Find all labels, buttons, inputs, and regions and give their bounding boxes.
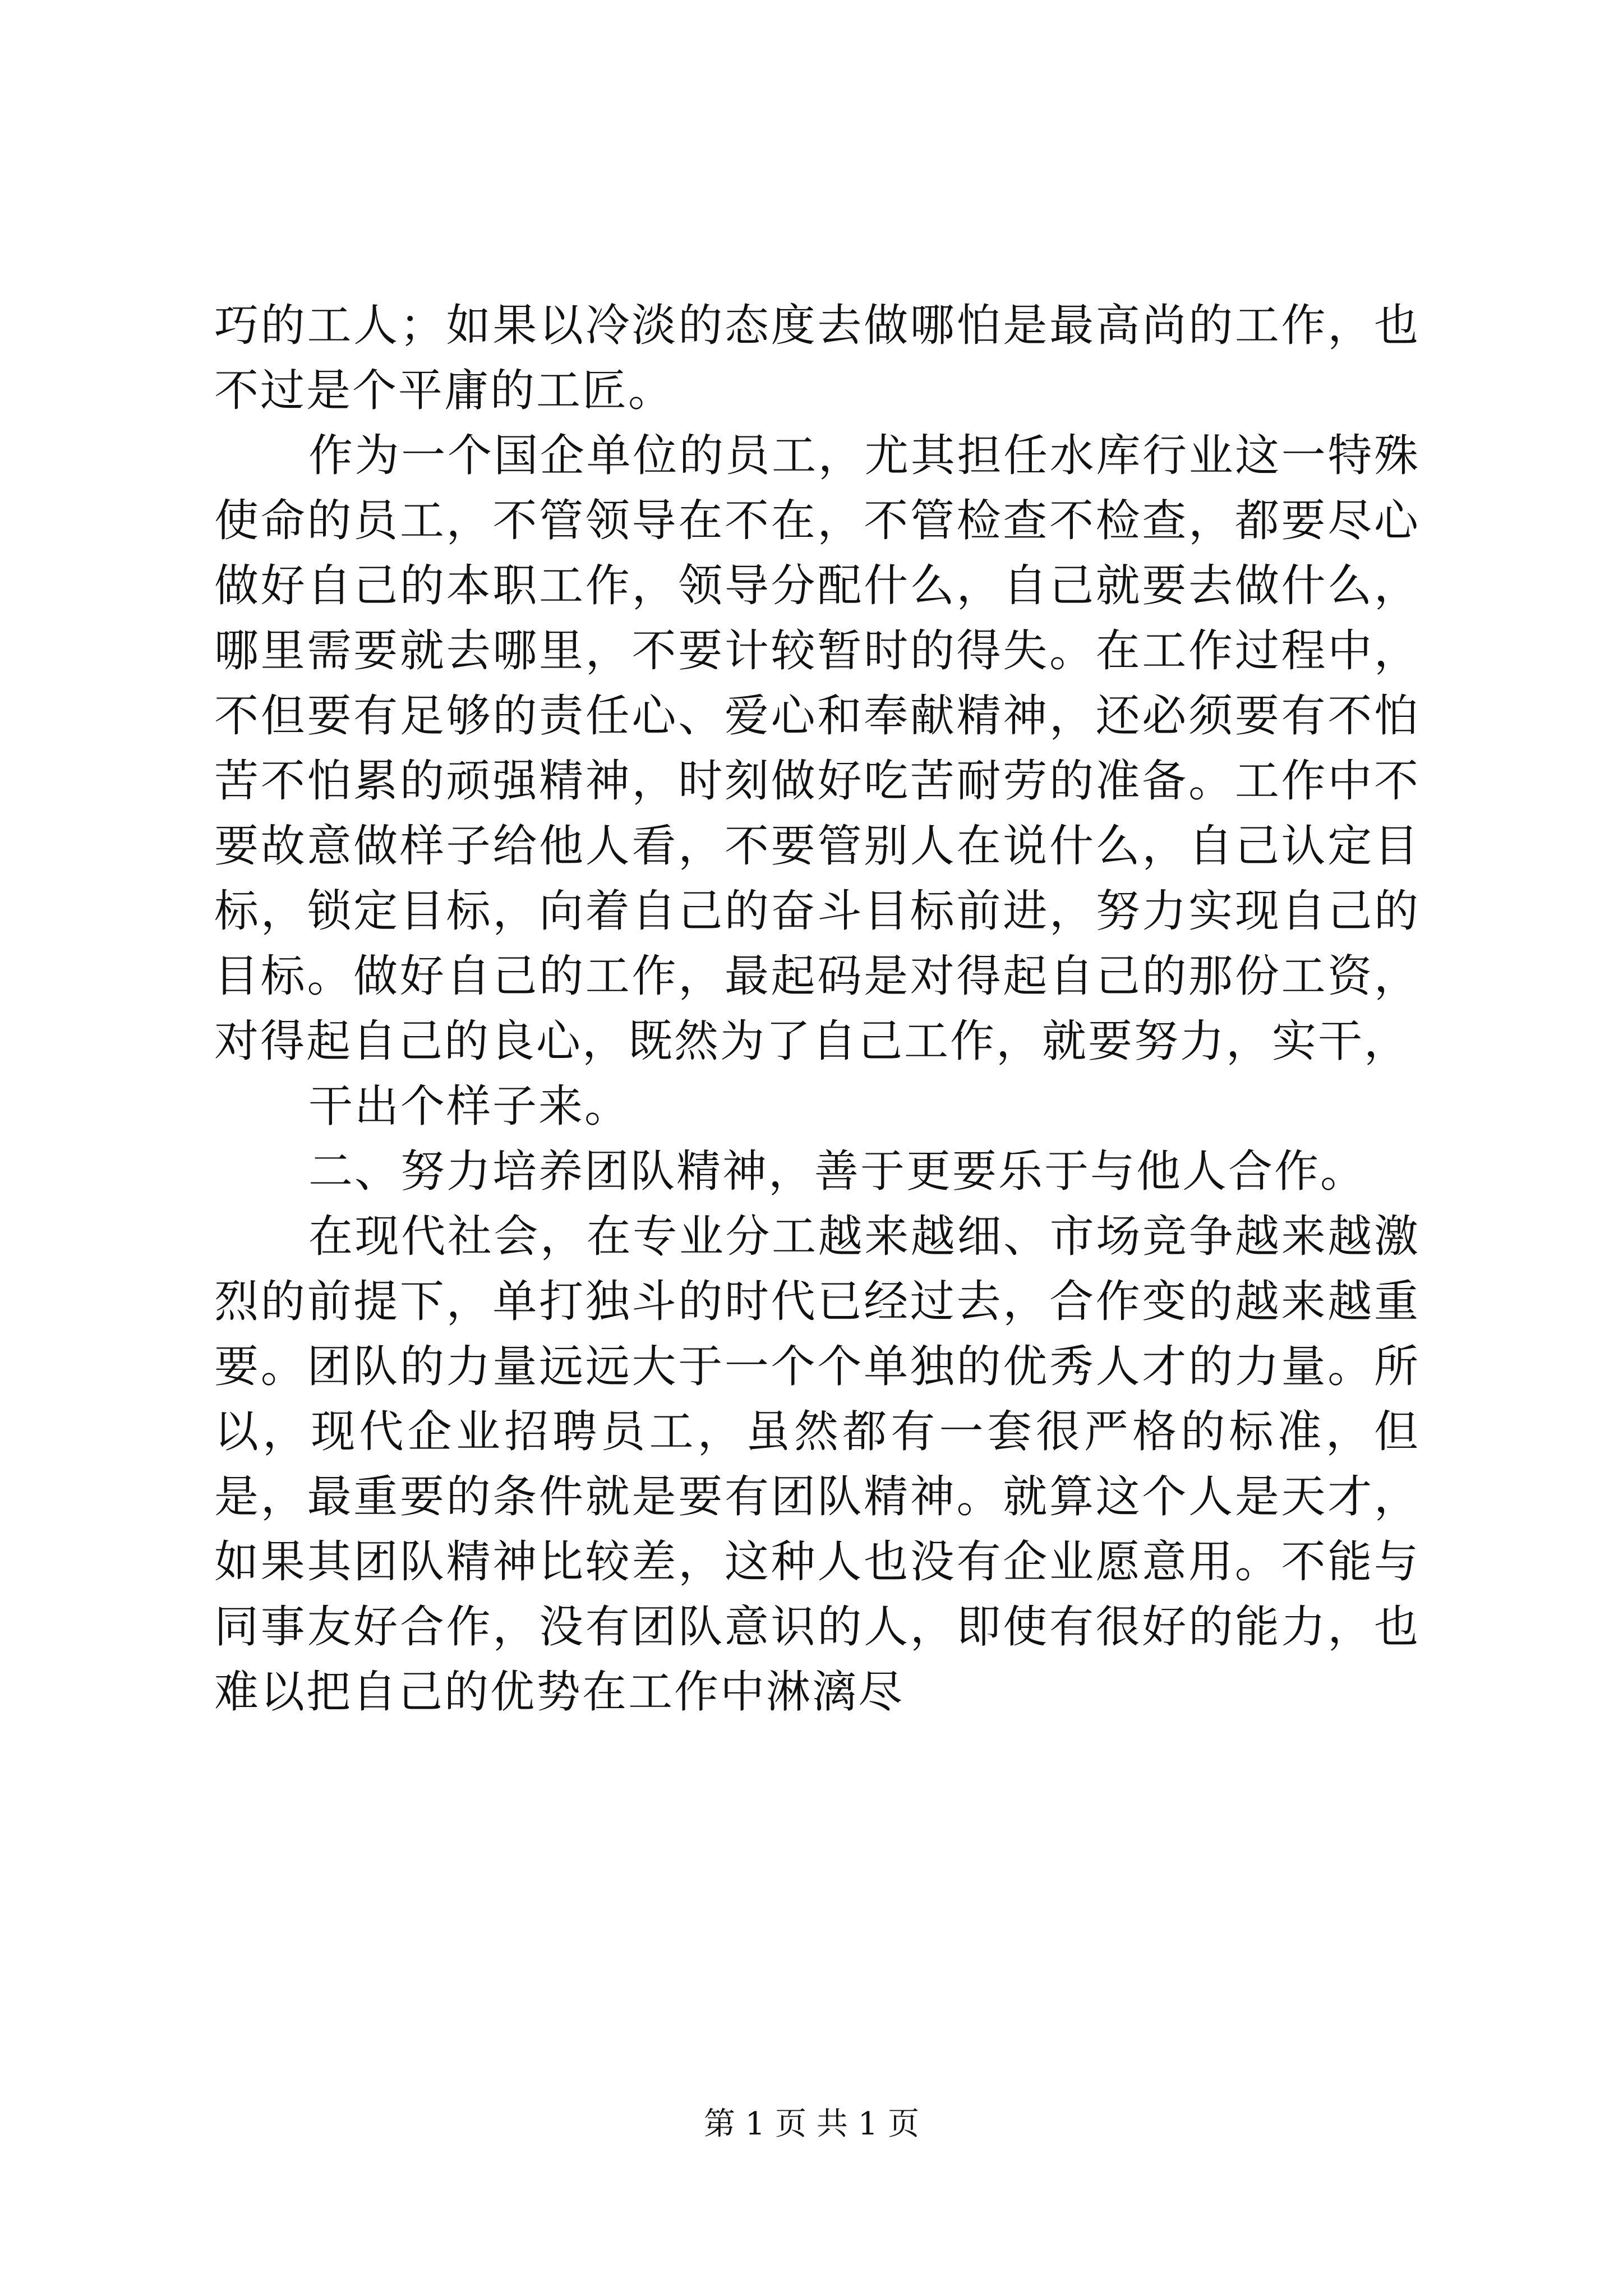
paragraph-3: 干出个样子来。	[308, 1080, 630, 1132]
paragraph-1: 巧的工人；如果以冷淡的态度去做哪怕是最高尚的工作，也不过是个平庸的工匠。	[214, 300, 1420, 416]
paragraph-2: 作为一个国企单位的员工，尤其担任水库行业这一特殊使命的员工，不管领导在不在，不管检查不检查，都要尽心做好自己的本职工作，领导分配什么，自己就要去做什么，哪里需要就去哪里，不要计较暂时的得失。在工作过程中，不但要有足够的责任心、爱心和奉献精神，还必须要有不怕苦不怕累的顽强精神，时刻做好吃苦耐劳的准备。工作中不要故意做样子给他人看，不要管别人在说什么，自己认定目标，锁定目标，向着自己的奋斗目标前进，努力实现自己的目标。做好自己的工作，最起码是对得起自己的那份工资，对得起自己的良心，既然为了自己工作，就要努力，实干，	[214, 430, 1420, 1067]
page-footer: 第 1 页 共 1 页	[703, 2106, 920, 2142]
body-text	[214, 293, 1420, 1724]
paragraph-5: 在现代社会，在专业分工越来越细、市场竞争越来越激烈的前提下，单打独斗的时代已经过去，合作变的越来越重要。团队的力量远远大于一个个单独的优秀人才的力量。所以，现代企业招聘员工，虽然都有一套很严格的标准，但是，最重要的条件就是要有团队精神。就算这个人是天才，如果其团队精神比较差，这种人也没有企业愿意用。不能与同事友好合作，没有团队意识的人，即使有很好的能力，也难以把自己的优势在工作中淋漓尽	[214, 1211, 1420, 1718]
section-heading: 二、努力培养团队精神，善于更要乐于与他人合作。	[308, 1145, 1366, 1197]
